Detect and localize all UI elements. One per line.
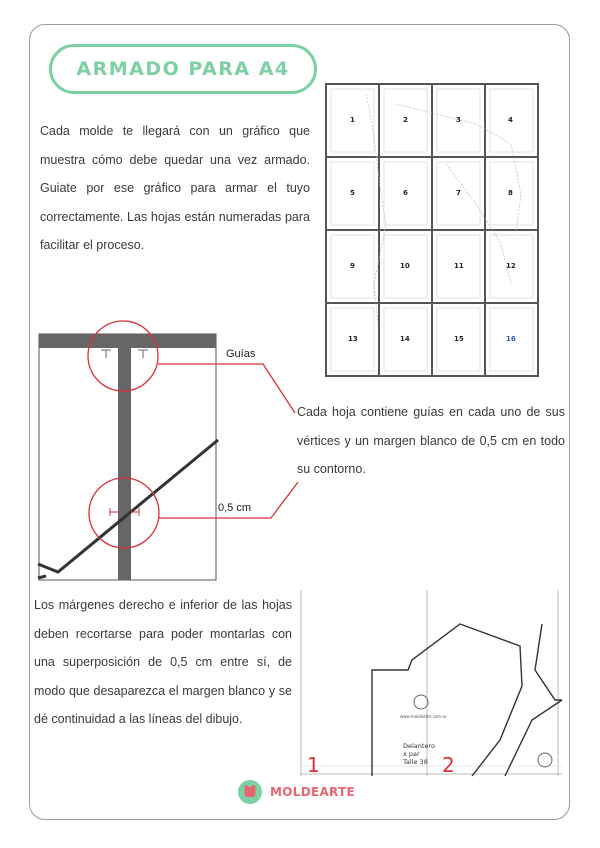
guias-label: Guías: [226, 348, 256, 360]
overlap-diagram: [300, 590, 562, 776]
sheet-number-3: 3: [456, 116, 461, 124]
sheet-number-9: 9: [350, 262, 355, 270]
sheet-number-1: 1: [350, 116, 355, 124]
brand-name: MOLDEARTE: [270, 785, 356, 799]
sheet-number-15: 15: [454, 335, 464, 343]
overlap-sheet-2: 2: [442, 753, 455, 777]
sheet-number-7: 7: [456, 189, 461, 197]
sheet-number-8: 8: [508, 189, 513, 197]
sheet-number-4: 4: [508, 116, 513, 124]
sheet-number-6: 6: [403, 189, 408, 197]
sheet-number-16: 16: [506, 335, 516, 343]
sheet-number-14: 14: [400, 335, 410, 343]
margin-label: 0,5 cm: [218, 502, 252, 514]
margins-paragraph: Los márgenes derecho e inferior de las hojas deben recortarse para poder montarlas con una superposición de 0,5 cm entre sí, de modo que desaparezca el margen blanco y se dé continuidad a las líneas del dibujo.: [34, 598, 292, 726]
piece-label-line-3: Talle 38: [403, 758, 428, 766]
overlap-website: www.moldearte.com.ar: [400, 714, 447, 719]
sheet-number-2: 2: [403, 116, 408, 124]
page-title: ARMADO PARA A4: [76, 58, 290, 80]
sheet-number-13: 13: [348, 335, 358, 343]
logo-mark-icon: [238, 780, 262, 804]
sheet-number-12: 12: [506, 262, 516, 270]
intro-paragraph: Cada molde te llegará con un gráfico que muestra cómo debe quedar una vez armado. Guiate por ese gráfico para armar el tuyo correctamente. Las hojas están numeradas para facilitar el proceso.: [40, 124, 310, 252]
overlap-sheet-1: 1: [307, 753, 320, 777]
guides-paragraph: Cada hoja contiene guías en cada uno de sus vértices y un margen blanco de 0,5 cm en todo su contorno.: [297, 405, 565, 476]
title-badge: [49, 44, 317, 94]
sheet-number-10: 10: [400, 262, 410, 270]
brand-logo: [238, 780, 355, 804]
piece-label-line-1: Delantero: [403, 742, 435, 750]
piece-label-line-2: x par: [403, 750, 420, 758]
sheet-number-5: 5: [350, 189, 355, 197]
sheet-grid-diagram: [326, 84, 538, 376]
sheet-number-11: 11: [454, 262, 464, 270]
guides-diagram: [38, 320, 298, 582]
